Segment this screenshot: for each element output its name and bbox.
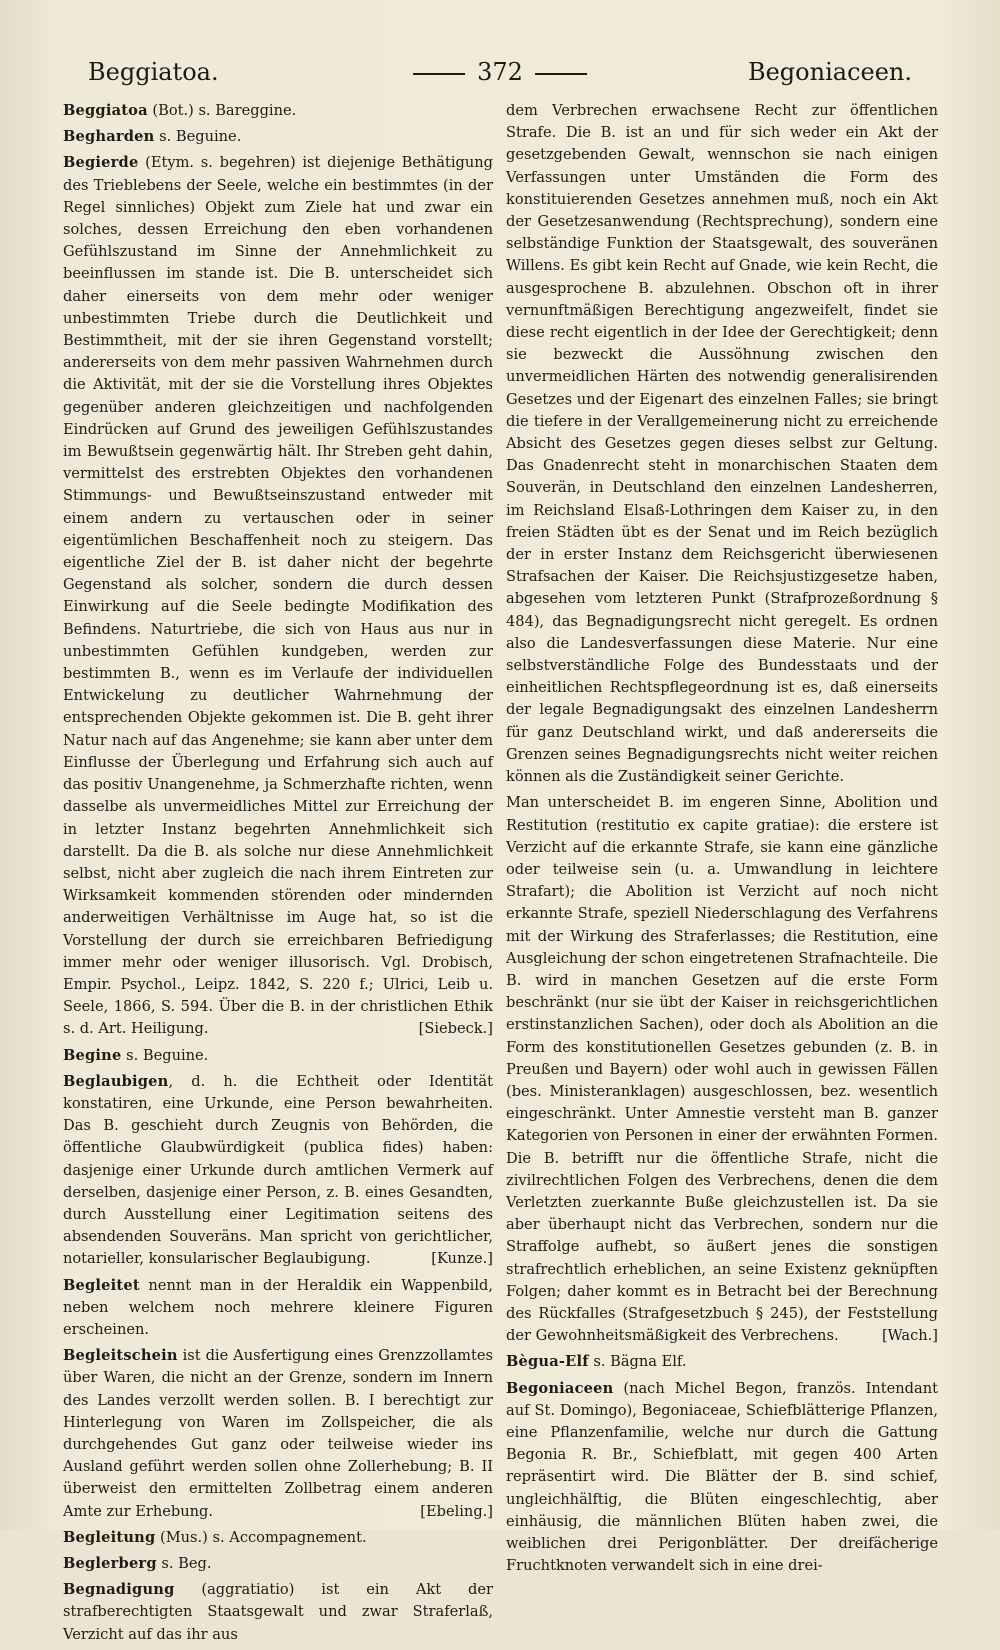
entry-headword: Begnadigung [63, 1581, 175, 1599]
entry-paragraph [506, 792, 938, 1347]
entry-paragraph [63, 1071, 493, 1271]
header-left-keyword: Beggiatoa. [88, 58, 219, 86]
entry-headword: Begleitet [63, 1276, 140, 1294]
entry-paragraph [63, 100, 493, 122]
entry-text: , d. h. die Echtheit oder Identität konstatiren, eine Urkunde, eine Person bewahrheiten. Das B. geschieht durch Zeugnis von Behörden, die öffentliche Glaubwürdigkeit (publica fides) haben: dasjenige einer Urkunde durch amtlichen Vermerk auf derselben, dasjenige einer Person, z. B. eines Gesandten, durch Ausstellung einer Legitimation seitens des absendenden Souveräns. Man spricht von gerichtlicher, notarieller, konsularischer Beglaubigung. [63, 1072, 493, 1268]
entry-paragraph [63, 152, 493, 1040]
entry-paragraph [506, 1378, 938, 1578]
entry-text: (aggratiatio) ist ein Akt der strafberechtigten Staatsgewalt und zwar Straferlaß, Verzicht auf das ihr aus [63, 1581, 493, 1643]
author-signature: [Kunze.] [431, 1250, 493, 1268]
entry-headword: Begleitung [63, 1528, 156, 1546]
entry-text: nennt man in der Heraldik ein Wappenbild, neben welchem noch mehrere kleinere Figuren erscheinen. [63, 1276, 493, 1338]
entry-paragraph [63, 1045, 493, 1067]
entry-paragraph [63, 1579, 493, 1646]
author-signature: [Siebeck.] [418, 1020, 493, 1038]
entry-headword: Begine [63, 1046, 122, 1064]
entry-headword: Beglerberg [63, 1555, 157, 1572]
entry-text: (nach Michel Begon, französ. Intendant auf St. Domingo), Begoniaceae, Schiefblätterige Pflanzen, eine Pflanzenfamilie, welche nur durch die Gattung Begonia R. Br., Schiefblatt, mit gegen 400 Arten repräsentirt wird. Die Blätter der B. sind schief, ungleichhälftig, die Blüten eingeschlechtig, aber einhäusig, die männlichen Blüten haben zwei, die weiblichen drei Perigonblätter. Der dreifächerige Fruchtknoten verwandelt sich in eine drei- [506, 1379, 938, 1575]
entry-paragraph [63, 1275, 493, 1342]
entry-text: s. Beguine. [154, 128, 242, 146]
author-signature: [Ebeling.] [420, 1502, 493, 1520]
entry-text: Man unterscheidet B. im engeren Sinne, Abolition und Restitution (restitutio ex capite gratiae): die erstere ist Verzicht auf die erkannte Strafe, sie kann eine gänzliche oder teilweise sein (u. a. Umwandlung in leichtere Strafart); die Abolition ist Verzicht auf noch nicht erkannte Strafe, speziell Niederschlagung des Verfahrens mit der Wirkung des Straferlasses; die Restitution, eine Ausgleichung der schon eingetretenen Strafnachteile. Die B. wird in manchen Gesetzen auf die erste Form beschränkt (nur sie übt der Kaiser in reichsgerichtlichen erstinstanzlichen Sachen), oder doch als Abolition an die Form des konstitutionellen Gesetzes gebunden (z. B. in Preußen und Bayern) oder wohl auch in gewissen Fällen (bes. Ministeranklagen) ausgeschlossen, bez. wesentlich eingeschränkt. Unter Amnestie versteht man B. ganzer Kategorien von Personen in einer der erwähnten Formen. Die B. betrifft nur die öffentliche Strafe, nicht die zivilrechtlichen Folgen des Verbrechens, denen die dem Verletzten zuerkannte Buße gleichzustellen ist. Da sie aber überhaupt nicht das Verbrechen, sondern nur die Straffolge aufhebt, so äußert jenes die sonstigen strafrechtlich erheblichen, an seine Existenz geknüpften Folgen; daher kommt es in Betracht bei der Berechnung des Rückfalles (Strafgesetzbuch § 245), der Feststellung der Gewohnheitsmäßigkeit des Verbrechens. [506, 794, 938, 1345]
author-signature: [Wach.] [881, 1327, 938, 1345]
entry-paragraph [63, 1553, 493, 1575]
entry-paragraph [63, 126, 493, 148]
header-right-keyword: Begoniaceen. [747, 58, 912, 86]
entry-headword: Bègua-Elf [506, 1353, 589, 1371]
left-column [63, 100, 493, 1650]
page-number-block [401, 52, 599, 92]
right-column [506, 100, 938, 1581]
running-header [88, 52, 912, 92]
entry-headword: Begleitschein [63, 1347, 178, 1365]
entry-headword: Beglaubigen [63, 1072, 169, 1090]
entry-paragraph [63, 1345, 493, 1523]
entry-text: s. Beguine. [121, 1046, 209, 1064]
entry-text: s. Bägna Elf. [588, 1353, 687, 1371]
header-dash-right [535, 73, 587, 75]
entry-text: ist die Ausfertigung eines Grenzzollamtes über Waren, die nicht an der Grenze, sondern im Innern des Landes verzollt werden sollen. B. I berechtigt zur Hinterlegung von Waren im Zollspeicher, die als durchgehendes Gut ganz oder teilweise wieder ins Ausland geführt werden sollen ohne Zollerhebung; B. II überweist den ermittelten Zollbetrag einem anderen Amte zur Erhebung. [63, 1347, 493, 1520]
entry-text: (Mus.) s. Accompagnement. [155, 1528, 367, 1546]
entry-text: (Bot.) s. Bareggine. [147, 102, 297, 119]
entry-headword: Begharden [63, 128, 155, 146]
entry-text: dem Verbrechen erwachsene Recht zur öffentlichen Strafe. Die B. ist an und für sich weder ein Akt der gesetzgebenden Gewalt, wennschon sie nach einigen Verfassungen unter Umständen die Form des konstituierenden Gesetzes annehmen muß, noch ein Akt der Gesetzesanwendung (Rechtsprechung), sondern eine selbständige Funktion der Staatsgewalt, des souveränen Willens. Es gibt kein Recht auf Gnade, wie kein Recht, die ausgesprochene B. abzulehnen. Obschon oft in ihrer vernunftmäßigen Berechtigung angezweifelt, findet sie diese recht eigentlich in der Idee der Gerechtigkeit; denn sie bezweckt die Aussöhnung zwischen den unvermeidlichen Härten des notwendig generalisirenden Gesetzes und der Eigenart des einzelnen Falles; sie bringt die tiefere in der Verallgemeinerung nicht zu erreichende Absicht des Gesetzes gegen dieses selbst zur Geltung. Das Gnadenrecht steht in monarchischen Staaten dem Souverän, in Deutschland den einzelnen Landesherren, im Reichsland Elsaß-Lothringen dem Kaiser zu, in den freien Städten übt es der Senat und im Reich bezüglich der in erster Instanz dem Reichsgericht überwiesenen Strafsachen der Kaiser. Die Reichsjustizgesetze haben, abgesehen vom letzteren Punkt (Strafprozeßordnung § 484), das Begnadigungsrecht nicht geregelt. Es ordnen also die Landesverfassungen diese Materie. Nur eine selbstverständliche Folge des Bundesstaats und der einheitlichen Rechtspflegeordnung ist es, daß einerseits der legale Begnadigungsakt des einzelnen Landesherrn für ganz Deutschland wirkt, und daß andererseits die Grenzen seines Begnadigungsrechts nicht weiter reichen können als die Zuständigkeit seiner Gerichte. [506, 102, 938, 786]
entry-headword: Beggiatoa [63, 102, 148, 119]
entry-paragraph [63, 1527, 493, 1549]
header-dash-left [413, 73, 465, 75]
entry-text: s. Beg. [156, 1555, 212, 1572]
page-number: 372 [477, 58, 523, 86]
entry-text: (Etym. s. begehren) ist diejenige Bethätigung des Trieblebens der Seele, welche ein bestimmtes (in der Regel sinnliches) Objekt zum Ziele hat und zwar ein solches, dessen Erreichung den eben vorhandenen Gefühlszustand im Sinne der Annehmlichkeit zu beeinflussen im stande ist. Die B. unterscheidet sich daher einerseits von dem mehr oder weniger unbestimmten Triebe durch die Deutlichkeit und Bestimmtheit, mit der sie ihren Gegenstand vorstellt; andererseits von dem mehr passiven Wahrnehmen durch die Aktivität, mit der sie die Vorstellung ihres Objektes gegenüber anderen gleichzeitigen und nachfolgenden Eindrücken auf Grund des jeweiligen Gefühlszustandes im Bewußtsein gegenwärtig hält. Ihr Streben geht dahin, vermittelst des erstrebten Objektes den vorhandenen Stimmungs- und Bewußtseinszustand entweder mit einem andern zu vertauschen oder in seiner eigentümlichen Beschaffenheit noch zu steigern. Das eigentliche Ziel der B. ist daher nicht der begehrte Gegenstand als solcher, sondern die durch dessen Einwirkung auf die Seele bedingte Modifikation des Befindens. Naturtriebe, die sich von Haus aus nur in unbestimmten Gefühlen kundgeben, werden zur bestimmten B., wenn es im Verlaufe der individuellen Entwickelung zu deutlicher Wahrnehmung der entsprechenden Objekte gekommen ist. Die B. geht ihrer Natur nach auf das Angenehme; sie kann aber unter dem Einflusse der Überlegung und Erfahrung sich auch auf das positiv Unangenehme, ja Schmerzhafte richten, wenn dasselbe als unvermeidliches Mittel zur Erreichung der in letzter Instanz begehrten Annehmlichkeit sich darstellt. Da die B. als solche nur diese Annehmlichkeit selbst, nicht aber zugleich die nach ihrem Eintreten zur Wirksamkeit kommenden störenden oder mindernden anderweitigen Verhältnisse im Auge hat, so ist die Vorstellung der durch sie erreichbaren Befriedigung immer mehr oder weniger illusorisch. Vgl. Drobisch, Empir. Psychol., Leipz. 1842, S. 220 f.; Ulrici, Leib u. Seele, 1866, S. 594. Über die B. in der christlichen Ethik s. d. Art. Heiligung. [63, 154, 493, 1038]
entry-paragraph [506, 100, 938, 788]
entry-headword: Begoniaceen [506, 1379, 614, 1397]
entry-headword: Begierde [63, 154, 139, 172]
entry-paragraph [506, 1351, 938, 1373]
